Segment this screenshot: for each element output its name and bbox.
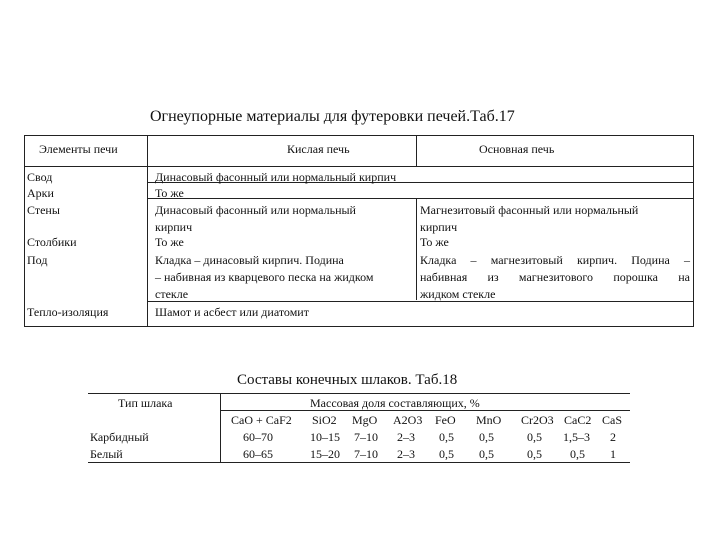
element-name: Тепло-изоляция <box>27 305 109 319</box>
refractory-materials-table <box>24 135 694 327</box>
element-name: Столбики <box>27 235 77 249</box>
basic-cell: Магнезитовый фасонный или нормальный <box>420 203 639 217</box>
table-cell: 60–65 <box>243 447 273 461</box>
column-divider <box>416 198 417 300</box>
table-cell: 2 <box>610 430 616 444</box>
column-header: MgO <box>352 413 378 427</box>
acid-cell: Динасовый фасонный или нормальный кирпич <box>155 170 397 184</box>
column-divider <box>147 136 148 326</box>
column-header: CaO + CaF2 <box>231 413 292 427</box>
table-cell: 0,5 <box>479 447 494 461</box>
mass-fraction-header: Массовая доля составляющих, % <box>310 396 480 410</box>
acid-cell: То же <box>155 186 184 200</box>
basic-cell: жидком стекле <box>420 287 496 301</box>
table-cell: 15–20 <box>310 447 340 461</box>
element-name: Арки <box>27 186 54 200</box>
table-cell: 7–10 <box>354 447 378 461</box>
column-divider <box>416 136 417 166</box>
table18-title: Составы конечных шлаков. Таб.18 <box>237 372 458 388</box>
basic-cell: набивная из магнезитового порошка на <box>420 270 690 284</box>
table-cell: 1 <box>610 447 616 461</box>
acid-cell: То же <box>155 235 184 249</box>
column-header: CaS <box>602 413 623 427</box>
table-cell: 2–3 <box>397 447 415 461</box>
column-header: CaC2 <box>564 413 592 427</box>
acid-cell: Динасовый фасонный или нормальный <box>155 203 356 217</box>
slag-type-name: Белый <box>90 447 123 461</box>
column-divider <box>220 394 221 463</box>
slag-composition-table <box>88 393 630 463</box>
table-cell: 0,5 <box>479 430 494 444</box>
header-acid-furnace: Кислая печь <box>287 142 350 156</box>
acid-cell: кирпич <box>155 220 193 234</box>
element-name: Под <box>27 253 48 267</box>
basic-cell: То же <box>420 235 449 249</box>
table-cell: 60–70 <box>243 430 273 444</box>
table-cell: 0,5 <box>527 430 542 444</box>
table-cell: 1,5–3 <box>563 430 590 444</box>
slag-type-header: Тип шлака <box>118 396 173 410</box>
element-name: Стены <box>27 203 60 217</box>
header-divider <box>25 166 693 167</box>
table-cell: 10–15 <box>310 430 340 444</box>
acid-cell: Шамот и асбест или диатомит <box>155 305 309 319</box>
column-header: SiO2 <box>312 413 337 427</box>
row-divider <box>147 198 693 199</box>
table-bottom-rule <box>88 462 630 463</box>
table-cell: 0,5 <box>570 447 585 461</box>
column-header: A2O3 <box>393 413 423 427</box>
header-basic-furnace: Основная печь <box>479 142 555 156</box>
table-cell: 0,5 <box>527 447 542 461</box>
acid-cell: – набивная из кварцевого песка на жидком <box>155 270 374 284</box>
table-cell: 7–10 <box>354 430 378 444</box>
basic-cell: кирпич <box>420 220 458 234</box>
basic-cell: Кладка – магнезитовый кирпич. Подина – <box>420 253 690 267</box>
table-cell: 2–3 <box>397 430 415 444</box>
table17-title: Огнеупорные материалы для футеровки печей.Таб.17 <box>150 108 515 125</box>
header-elements: Элементы печи <box>39 142 118 156</box>
table-cell: 0,5 <box>439 430 454 444</box>
column-header: Cr2O3 <box>521 413 554 427</box>
column-header: FeO <box>435 413 456 427</box>
acid-cell: стекле <box>155 287 189 301</box>
element-name: Свод <box>27 170 53 184</box>
acid-cell: Кладка – динасовый кирпич. Подина <box>155 253 344 267</box>
column-header: MnO <box>476 413 502 427</box>
slag-type-name: Карбидный <box>90 430 149 444</box>
table-cell: 0,5 <box>439 447 454 461</box>
